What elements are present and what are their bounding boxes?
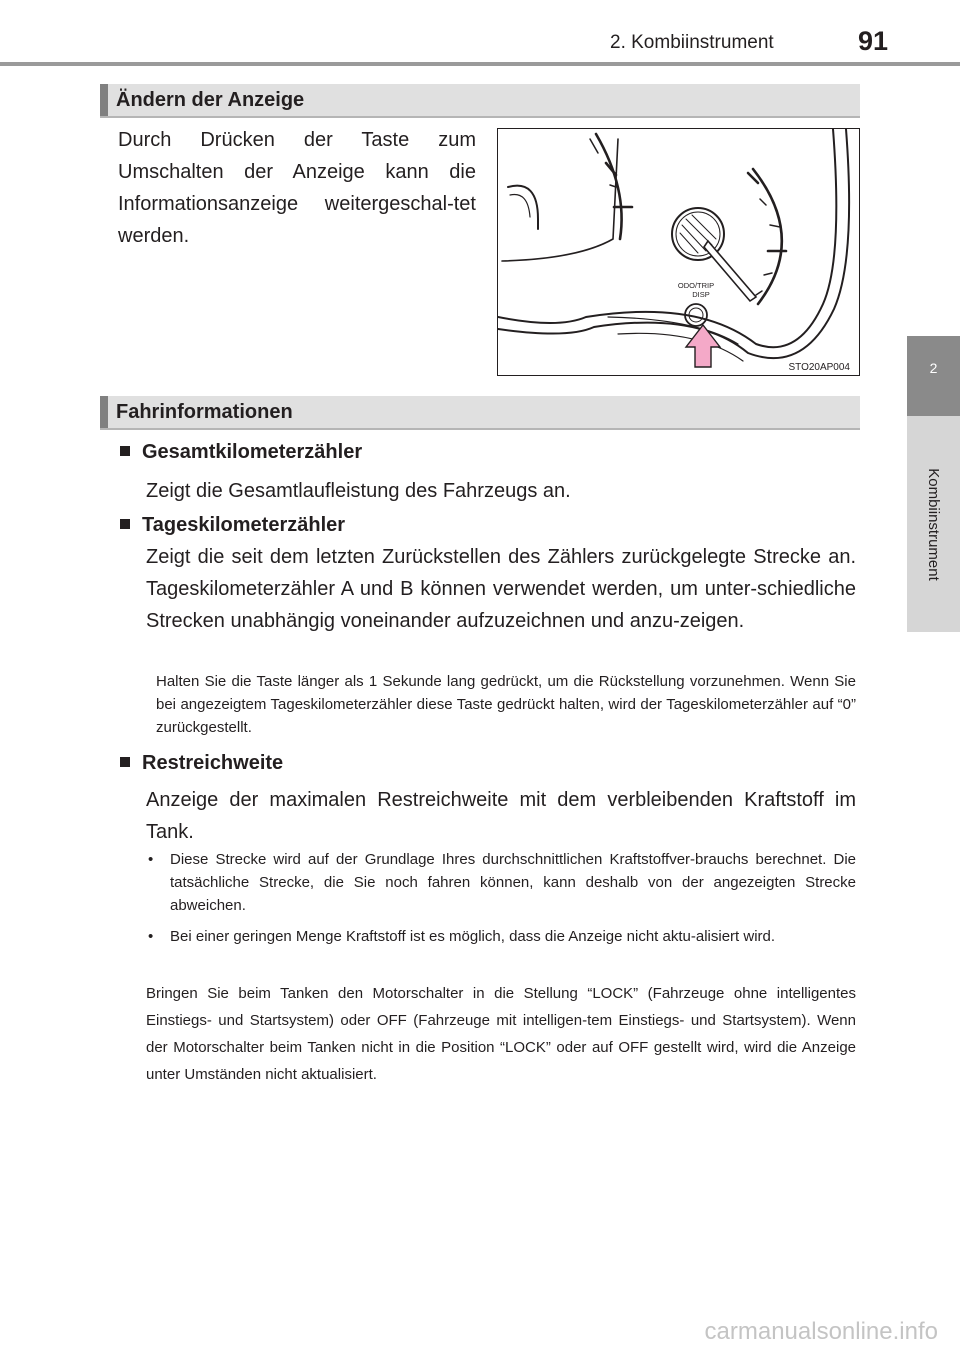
chapter-tab	[907, 336, 960, 416]
section-header-trip-info	[100, 396, 860, 430]
chapter-tab-label: Kombiinstrument	[925, 467, 943, 581]
disp-label: DISP	[692, 290, 710, 299]
press-arrow-icon	[686, 325, 720, 367]
section-intro-text: Durch Drücken der Taste zum Umschalten der Anzeige kann die Informationsanzeige weitergeschal-tet werden.	[118, 129, 476, 247]
item-body-odometer: Zeigt die Gesamtlaufleistung des Fahrzeugs an.	[146, 480, 571, 502]
header-chapter-title: 2. Kombiinstrument	[610, 32, 774, 53]
bullet-dot: •	[148, 851, 154, 868]
header-divider	[0, 62, 960, 66]
section-header-change-display	[100, 84, 860, 118]
chapter-tab-number: 2	[929, 360, 938, 376]
section-accent	[100, 84, 108, 116]
instrument-cluster-illustration	[498, 129, 858, 374]
square-bullet-icon	[120, 519, 130, 529]
chapter-tab-label-wrap	[907, 416, 960, 632]
square-bullet-icon	[120, 757, 130, 767]
watermark: carmanualsonline.info	[704, 1318, 938, 1345]
odo-trip-label: ODO/TRIP	[677, 281, 715, 290]
square-bullet-icon	[120, 446, 130, 456]
item-heading-tripmeter: Tageskilometerzähler	[120, 514, 345, 537]
section-title: Fahrinformationen	[116, 401, 293, 423]
item-body-range: Anzeige der maximalen Restreichweite mit dem verbleibenden Kraftstoff im Tank.	[146, 789, 856, 843]
page-number: 91	[858, 26, 889, 56]
bullet-dot: •	[148, 928, 154, 945]
item-note-tripmeter: Halten Sie die Taste länger als 1 Sekunde lang gedrückt, um die Rückstellung vorzunehmen. Wenn Sie bei angezeigtem Tageskilometerzähler diese Taste gedrückt halten, wird der Tageskilometerzähler auf “0” zurückgestellt.	[156, 673, 856, 736]
section-accent	[100, 396, 108, 428]
refuel-note: Bringen Sie beim Tanken den Motorschalter in die Stellung “LOCK” (Fahrzeuge ohne intelligentes Einstiegs- und Startsystem) oder OFF (Fahrzeuge mit intelligen-tem Einstiegs- und Startsystem). Wenn der Motorschalter beim Tanken nicht in die Position “LOCK” oder auf OFF gestellt wird, wird die Anzeige unter Umständen nicht aktualisiert.	[146, 985, 856, 1083]
item-heading-odometer: Gesamtkilometerzähler	[120, 441, 362, 464]
range-bullet-1: • Diese Strecke wird auf der Grundlage Ihres durchschnittlichen Kraftstoffver-brauchs berechnet. Die tatsächliche Strecke, die Sie noch fahren können, kann deshalb von der angezeigten Strecke abweichen.	[148, 848, 856, 917]
item-body-tripmeter: Zeigt die seit dem letzten Zurückstellen des Zählers zurückgelegte Strecke an. Tageskilometerzähler A und B können verwendet werden, um unter-schiedliche Strecken unabhängig voneinander aufzuzeichnen und anzu-zeigen.	[146, 546, 856, 632]
item-heading-range: Restreichweite	[120, 752, 283, 775]
figure-code: STO20AP004	[788, 362, 850, 373]
range-bullet-2: • Bei einer geringen Menge Kraftstoff ist es möglich, dass die Anzeige nicht aktu-alisiert wird.	[148, 925, 856, 948]
instrument-cluster-figure	[497, 128, 860, 376]
section-title: Ändern der Anzeige	[116, 89, 305, 111]
